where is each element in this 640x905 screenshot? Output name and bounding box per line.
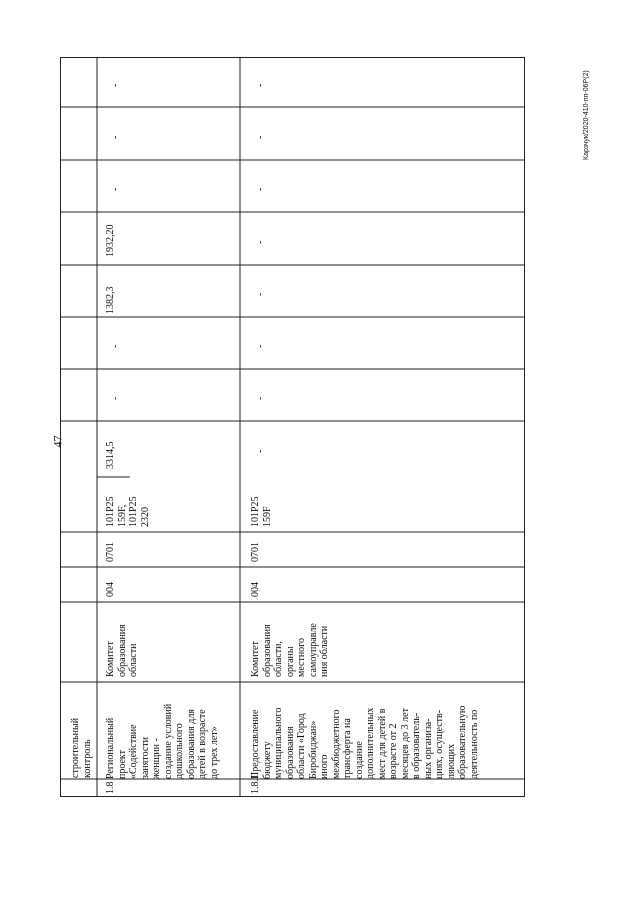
row-1-8-1-name: Предоставление бюджету муниципального образования области «Город Биробиджан» иного межбюджетного трансферта на создание дополнительных мест для детей в возрасте от 2 месяцев до 3 лет в образователь- ных организа- циях, осуществ- ляющих образовательную деятельность по: [250, 705, 480, 779]
row-1-8-1-executor: Комитет образования области, органы местного самоуправле ния области: [250, 623, 330, 677]
row-1-8-1-csr: 101P25 159F: [250, 496, 273, 527]
row-1-8-executor: Комитет образования области: [105, 624, 139, 677]
row-1-8-1-c1: -: [255, 396, 266, 400]
row-1-8-c5: -: [110, 187, 121, 191]
page-number: 47: [50, 435, 65, 448]
header-name-cell: [70, 718, 93, 778]
row-1-8-1-c7: -: [255, 83, 266, 87]
row-1-8-1-c2: -: [255, 344, 266, 348]
header-name-line: строительный: [70, 717, 81, 778]
row-1-8-1-grbs: 004: [250, 582, 261, 597]
row-1-8-1-c5: -: [255, 187, 266, 191]
row-1-8-num: 1.8: [105, 781, 116, 794]
row-1-8-c6: -: [110, 135, 121, 139]
row-1-8-rzpr: 0701: [105, 542, 116, 562]
row-1-8-1-c3: -: [255, 292, 266, 296]
row-1-8-total: 3314,5: [105, 441, 116, 469]
table-border: [61, 58, 525, 797]
row-1-8-name: Региональный проект «Содействие занятости женщин - создание условий дошкольного образования для детей в возрасте до трех лет»: [105, 703, 220, 779]
row-1-8-1-rzpr: 0701: [250, 542, 261, 562]
row-1-8-1-num: 1.8.1: [250, 774, 261, 794]
side-note: Карзчук/2020-410-пп-06Р(2): [583, 70, 590, 160]
header-name-line: контроль: [81, 739, 93, 778]
budget-table: [60, 57, 525, 797]
table-grid: [60, 57, 525, 797]
row-1-8-c2: -: [110, 344, 121, 348]
row-1-8-c4: 1932,20: [105, 224, 116, 257]
row-1-8-1-c6: -: [255, 135, 266, 139]
row-1-8-c1: -: [110, 396, 121, 400]
row-1-8-c7: -: [110, 83, 121, 87]
row-1-8-csr: 101P25 159F, 101P25 2320: [105, 496, 151, 527]
row-1-8-grbs: 004: [105, 582, 116, 597]
row-1-8-1-c4: -: [255, 240, 266, 244]
row-1-8-c3: 1382,3: [105, 286, 116, 314]
row-1-8-1-total: -: [255, 449, 266, 453]
